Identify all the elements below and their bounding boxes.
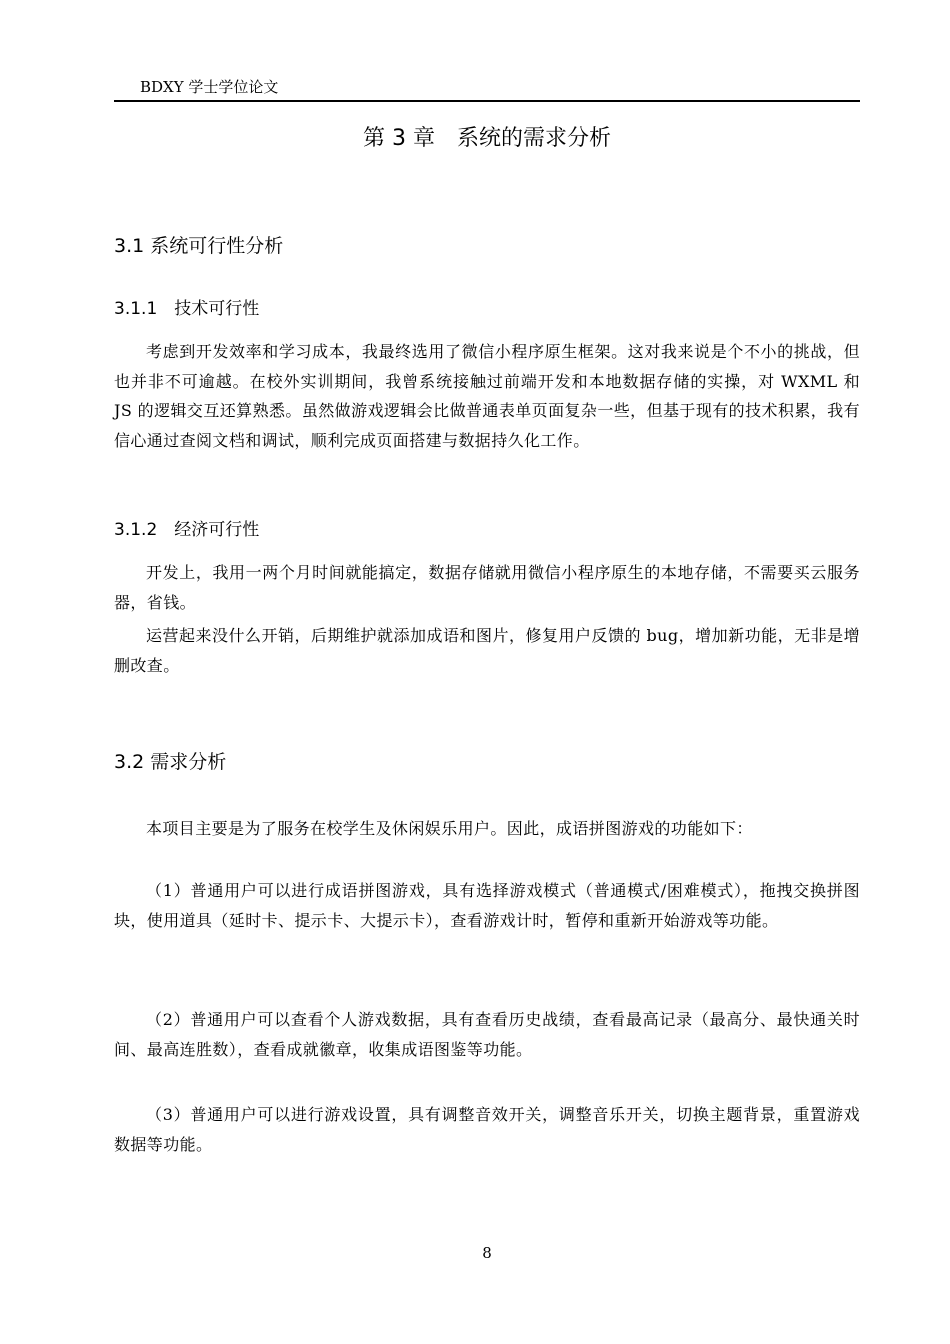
chapter-title: 第 3 章 系统的需求分析 — [363, 126, 611, 151]
paragraph-technical-feasibility: 考虑到开发效率和学习成本，我最终选用了微信小程序原生框架。这对我来说是个不小的挑战，但也并非不可逾越。在校外实训期间，我曾系统接触过前端开发和本地数据存储的实操，对 WXML 和 JS 的逻辑交互还算熟悉。虽然做游戏逻辑会比做普通表单页面复杂一些，但基于现有的技术积累，我有信心通过查阅文档和调试，顺利完成页面搭建与数据持久化工作。 — [114, 342, 860, 450]
requirement-item-2: （2）普通用户可以查看个人游戏数据，具有查看历史战绩，查看最高记录（最高分、最快通关时间、最高连胜数），查看成就徽章，收集成语图鉴等功能。 — [114, 1010, 860, 1059]
running-header: BDXY 学士学位论文 — [140, 78, 279, 96]
section-heading-3-2: 3.2 需求分析 — [114, 751, 227, 773]
paragraph-economic-feasibility-1: 开发上，我用一两个月时间就能搞定，数据存储就用微信小程序原生的本地存储，不需要买云服务器，省钱。 — [114, 563, 860, 612]
header-rule — [114, 100, 860, 102]
subsection-heading-3-1-2: 3.1.2 经济可行性 — [114, 520, 260, 540]
section-heading-3-1: 3.1 系统可行性分析 — [114, 235, 284, 257]
requirement-item-3: （3）普通用户可以进行游戏设置，具有调整音效开关，调整音乐开关，切换主题背景，重置游戏数据等功能。 — [114, 1105, 860, 1154]
paragraph-requirements-intro: 本项目主要是为了服务在校学生及休闲娱乐用户。因此，成语拼图游戏的功能如下： — [146, 819, 753, 838]
paragraph-economic-feasibility-2: 运营起来没什么开销，后期维护就添加成语和图片，修复用户反馈的 bug，增加新功能，无非是增删改查。 — [114, 626, 860, 675]
page-number: 8 — [482, 1244, 492, 1262]
requirement-item-1: （1）普通用户可以进行成语拼图游戏，具有选择游戏模式（普通模式/困难模式），拖拽交换拼图块，使用道具（延时卡、提示卡、大提示卡），查看游戏计时，暂停和重新开始游戏等功能。 — [114, 881, 860, 930]
subsection-heading-3-1-1: 3.1.1 技术可行性 — [114, 299, 260, 319]
